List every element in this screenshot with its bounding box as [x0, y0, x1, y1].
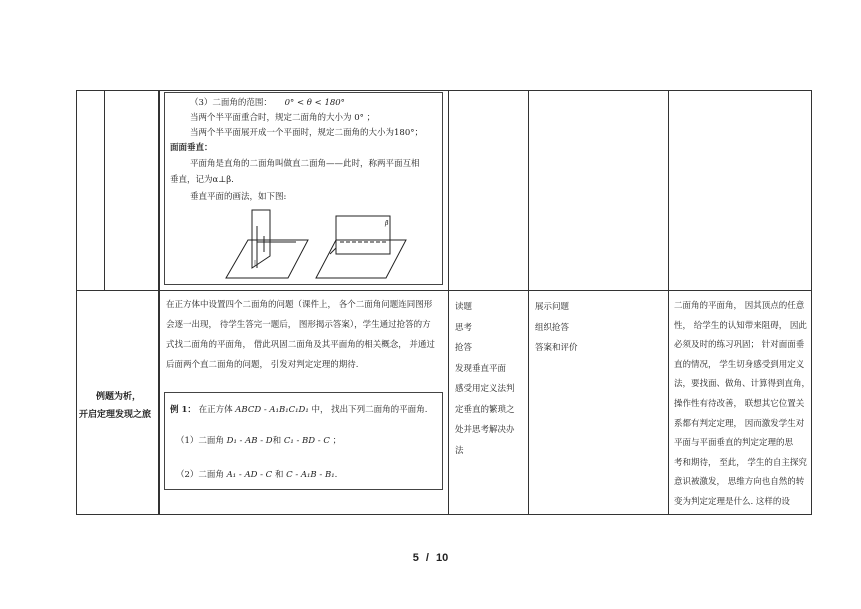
content-line: 式找二面角的平面角， 借此巩固二面角及其平面角的相关概念， 并通过	[166, 340, 435, 350]
student-activity: 发现垂直平面	[455, 363, 507, 374]
example-item-1	[176, 436, 341, 447]
definition-line-2: 垂直，记为α⊥β.	[170, 175, 234, 185]
item-2-suffix: .	[334, 470, 338, 480]
perpendicular-planes-figure	[220, 206, 420, 280]
section-heading: 面面垂直：	[170, 143, 213, 153]
item-2-mid: 和	[274, 470, 284, 480]
item-1-suffix: ；	[332, 436, 342, 446]
example-intro-prefix: 在正方体	[198, 405, 233, 415]
dihedral-angle-2b: C - A₁B - B₁	[286, 470, 335, 480]
content-line: 后面两个直二面角的问题， 引发对判定定理的期待.	[166, 360, 359, 370]
design-intent-line: 法，要找面、做角、计算得到直角，	[674, 379, 811, 390]
student-activity: 抢答	[455, 343, 473, 353]
table-col-divider	[668, 90, 669, 515]
design-intent-line: 意识被激发， 思维方向也自然的转	[674, 477, 805, 488]
table-col-divider	[448, 90, 449, 515]
design-intent-line: 直的情况， 学生切身感受到用定义	[674, 359, 805, 370]
content-line: 在正方体中设置四个二面角的问题（课件上， 各个二面角问题连同图形	[166, 300, 433, 310]
teacher-activity: 组织抢答	[535, 322, 570, 333]
design-intent-line: 考和期待， 至此， 学生的自主探究	[674, 457, 807, 468]
range-line	[190, 98, 345, 109]
design-intent-line: 变为判定定理是什么. 这样的设	[674, 496, 790, 507]
page-separator: /	[425, 552, 429, 564]
example-label: 例 1：	[170, 405, 196, 415]
beta-label: β	[385, 220, 389, 227]
stage-title-line-1: 例题为析，	[96, 392, 142, 402]
table-top-border	[76, 90, 812, 91]
table-left-border	[76, 90, 77, 515]
design-intent-line: 必须及时的练习巩固； 针对面面垂	[674, 340, 805, 351]
flat-line: 当两个半平面展开成一个平面时，规定二面角的大小为180°；	[190, 128, 423, 138]
dihedral-angle-1a: D₁ - AB - D	[226, 436, 273, 446]
table-row-divider	[76, 290, 812, 291]
design-intent	[674, 297, 810, 513]
student-activity: 思考	[455, 322, 473, 333]
teacher-activity: 答案和评价	[535, 343, 578, 353]
table-bottom-border	[76, 514, 812, 515]
table-right-border	[811, 90, 812, 515]
range-math: 0° < θ < 180°	[284, 98, 345, 108]
design-intent-line: 二面角的平面角， 因其顶点的任意	[674, 301, 805, 311]
total-pages: 10	[436, 552, 449, 564]
student-activity: 读题	[455, 302, 473, 312]
figure-left	[226, 210, 308, 278]
coincide-line: 当两个半平面重合时，规定二面角的大小为 0° ；	[190, 113, 376, 123]
example-item-2	[176, 470, 337, 481]
student-activity: 法	[455, 445, 464, 456]
table-col-divider	[104, 90, 105, 290]
table-col-divider	[528, 90, 529, 515]
drawing-method-line: 垂直平面的画法，如下图:	[190, 192, 287, 202]
cube-name: ABCD - A₁B₁C₁D₁	[235, 405, 309, 415]
range-label: （3）二面角的范围：	[190, 98, 272, 108]
student-activity: 感受用定义法判	[455, 384, 515, 394]
design-intent-line: 平面与平面垂直的判定定理的思	[674, 438, 794, 449]
student-activity: 处并思考解决办	[455, 425, 515, 435]
example-intro-suffix: 中， 找出下列二面角的平面角.	[311, 405, 428, 415]
student-activities	[455, 297, 527, 461]
table-col-divider-thick	[158, 90, 160, 515]
figure-right	[316, 216, 406, 278]
dihedral-angle-1b: C₁ - BD - C	[283, 436, 330, 446]
dihedral-angle-2a: A₁ - AD - C	[226, 470, 273, 480]
student-activity: 定垂直的繁琐之	[455, 404, 515, 415]
item-2-prefix: （2）二面角	[176, 470, 224, 480]
example-intro	[170, 405, 427, 416]
item-1-prefix: （1）二面角	[176, 436, 224, 446]
teacher-activities	[535, 297, 665, 359]
content-paragraph	[166, 295, 446, 375]
current-page: 5	[412, 552, 419, 564]
design-intent-line: 操作性有待改善， 联想其它位置关	[674, 398, 805, 409]
stage-title-line-2: 开启定理发现之旅	[79, 410, 152, 420]
content-line: 会逐一出现， 待学生答完一题后， 图形揭示答案），学生通过抢答的方	[166, 320, 431, 330]
design-intent-line: 性， 给学生的认知带来阻碍， 因此	[674, 320, 807, 331]
definition-line-1: 平面角是直角的二面角叫做直二面角——此时，称两平面互相	[190, 159, 420, 169]
teacher-activity: 展示问题	[535, 302, 570, 312]
page-number	[0, 552, 861, 564]
item-1-mid: 和	[272, 436, 282, 446]
design-intent-line: 系都有判定定理， 因而激发学生对	[674, 418, 805, 429]
